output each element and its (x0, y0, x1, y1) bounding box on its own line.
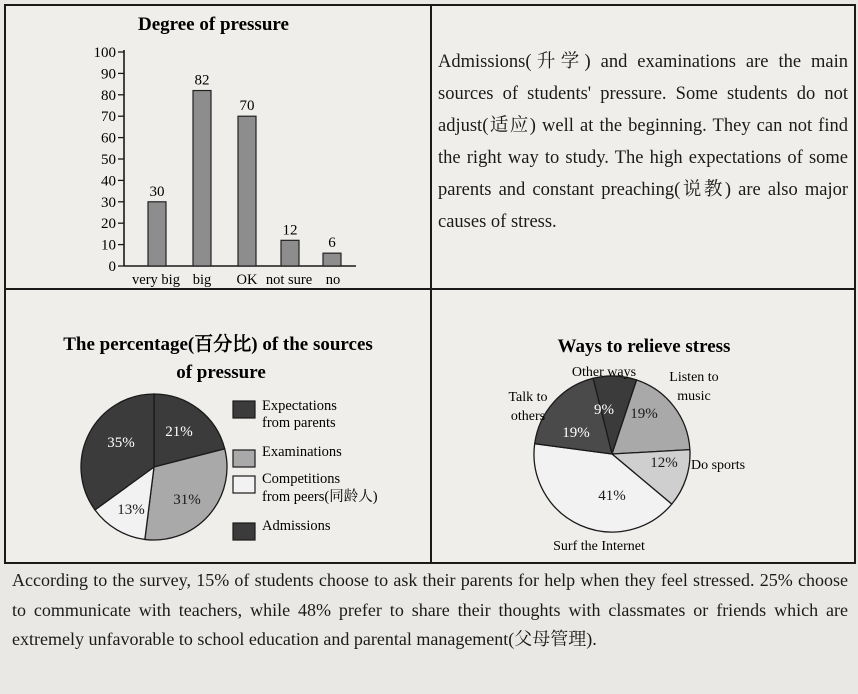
y-tick-label: 90 (101, 66, 116, 83)
y-tick-label: 100 (93, 45, 116, 61)
legend-swatch (233, 476, 255, 493)
x-category-label: very big (132, 272, 180, 288)
pie-slice-label: 19% (630, 406, 658, 422)
pie-slice-label: 31% (173, 492, 201, 508)
pie-slice-label: 12% (650, 455, 678, 471)
x-category-label: not sure (265, 272, 313, 288)
bar-value-label: 82 (194, 72, 210, 89)
top-paragraph: Admissions(升学) and examinations are the main sources of students' pressure. Some students do not adjust(适应) well at the beginning. They can not find the right way to study. The high expectations of some parents and constant preaching(说教) are also major causes of stress. (438, 52, 848, 232)
y-tick-label: 60 (101, 130, 116, 147)
legend-label: Admissions (262, 518, 331, 534)
panel-divider-vertical-top (430, 6, 432, 288)
legend-label: from parents (262, 415, 336, 431)
cat-listen-2: music (677, 389, 711, 404)
sources-pie-chart (6, 290, 430, 562)
bottom-paragraph: According to the survey, 15% of students choose to ask their parents for help when they feel stressed. 25% choose to communicate with teachers, while 48% prefer to share their thoughts with classmates or friends which are extremely unfavorable to school education and parental management(父母管理). (12, 570, 848, 649)
legend-swatch (233, 401, 255, 418)
x-category-label: OK (236, 272, 258, 288)
y-tick-label: 70 (101, 109, 116, 126)
legend-label: Examinations (262, 444, 342, 460)
cat-other-ways: Other ways (571, 365, 637, 380)
bar-value-label: 30 (149, 183, 165, 200)
pie-slice-label: 41% (598, 488, 626, 504)
legend-label: Competitions (262, 471, 341, 487)
pie-slice-label: 19% (562, 425, 590, 441)
cat-listen-1: Listen to (669, 370, 719, 385)
cat-surf: Surf the Internet (553, 539, 645, 554)
bar (238, 116, 256, 266)
x-category-label: big (192, 272, 212, 288)
legend-label: Expectations (262, 398, 337, 414)
bar-value-label: 70 (239, 98, 255, 115)
figure-panel (4, 4, 856, 564)
y-tick-label: 40 (101, 173, 116, 190)
bar-value-label: 12 (282, 222, 298, 239)
x-category-label: no (325, 272, 341, 288)
pie-slice-label: 35% (107, 435, 135, 451)
y-tick-label: 10 (101, 237, 116, 254)
legend-label: from peers(同龄人) (262, 489, 378, 505)
cat-talk-2: others (510, 409, 546, 424)
bar (281, 240, 299, 266)
bar (193, 91, 211, 266)
bar (323, 253, 341, 266)
relieve-pie-chart (432, 290, 854, 562)
pie-slice-label: 13% (117, 502, 145, 518)
pie-slice-label: 9% (594, 402, 614, 418)
y-tick-label: 20 (101, 216, 116, 233)
bar-chart-title: Degree of pressure (138, 14, 289, 35)
pie-slice-label: 21% (165, 424, 193, 440)
bar (148, 202, 166, 266)
legend-swatch (233, 450, 255, 467)
cat-talk-1: Talk to (508, 390, 548, 405)
bar-value-label: 6 (328, 235, 336, 252)
relieve-pie-title: Ways to relieve stress (557, 336, 731, 357)
sources-pie-title-line1: The percentage(百分比) of the sources (63, 334, 373, 355)
bar-chart (6, 6, 430, 288)
y-tick-label: 80 (101, 87, 116, 104)
legend-swatch (233, 523, 255, 540)
y-tick-label: 50 (101, 152, 116, 168)
cat-sports: Do sports (691, 458, 746, 473)
y-tick-label: 30 (101, 194, 116, 211)
sources-pie-title-line2: of pressure (176, 362, 266, 383)
y-tick-label: 0 (108, 259, 116, 275)
